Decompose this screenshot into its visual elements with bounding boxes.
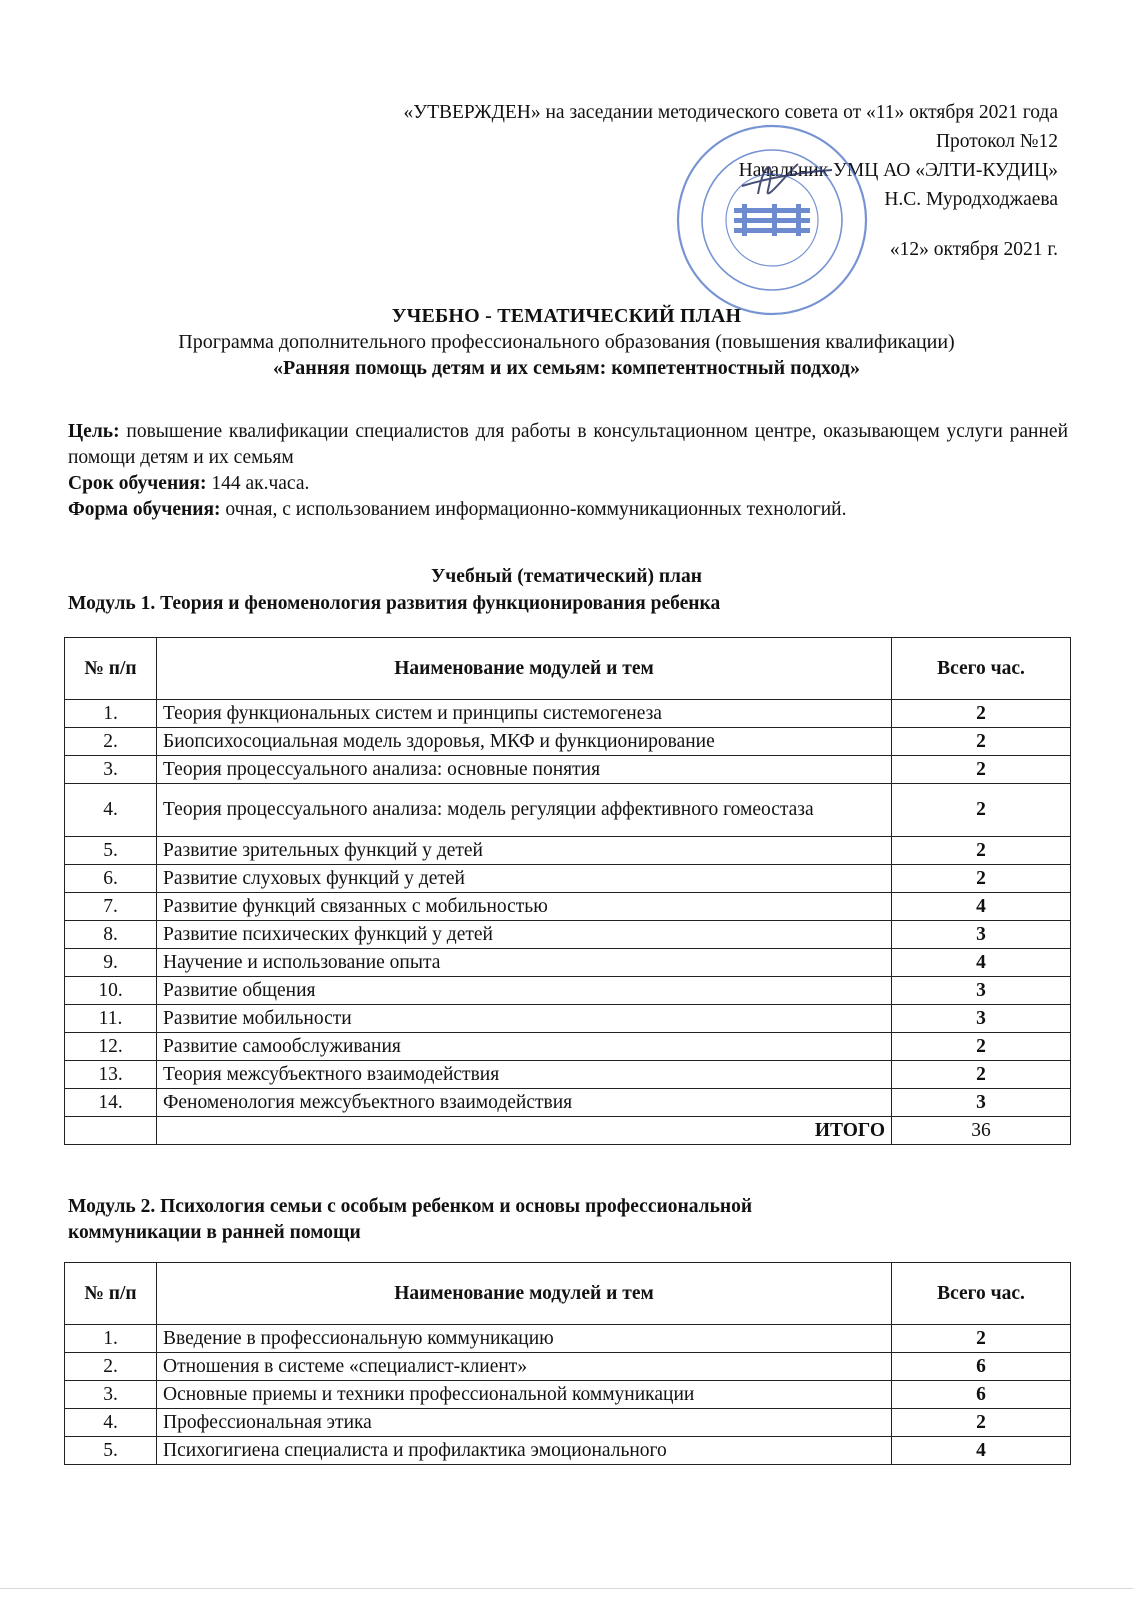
table-row [65, 728, 1071, 756]
total-value: 36 [892, 1117, 1071, 1145]
form-label: Форма обучения: [68, 499, 221, 520]
stamp-logo [734, 204, 810, 236]
total-row [65, 1117, 1071, 1145]
row-num: 5. [65, 1437, 157, 1465]
row-num: 10. [65, 977, 157, 1005]
module-2-heading-line: Модуль 2. Психология семьи с особым ребенком и основы профессиональной [68, 1196, 753, 1217]
table-row [65, 837, 1071, 865]
row-hours: 2 [892, 865, 1071, 893]
row-topic: Биопсихосоциальная модель здоровья, МКФ и функционирование [157, 728, 892, 756]
protocol-line: Протокол №12 [935, 131, 1058, 152]
row-topic: Феноменология межсубъектного взаимодействия [157, 1089, 892, 1117]
row-hours: 2 [892, 700, 1071, 728]
table-row [65, 1353, 1071, 1381]
row-hours: 6 [892, 1381, 1071, 1409]
row-hours: 3 [892, 1089, 1071, 1117]
table-row [65, 1381, 1071, 1409]
row-num: 2. [65, 1353, 157, 1381]
company-stamp [672, 120, 872, 320]
row-topic: Профессиональная этика [157, 1409, 892, 1437]
header-num: № п/п [65, 638, 157, 700]
row-topic: Развитие функций связанных с мобильностью [157, 893, 892, 921]
row-hours: 3 [892, 1005, 1071, 1033]
row-topic: Развитие слуховых функций у детей [157, 865, 892, 893]
row-num: 9. [65, 949, 157, 977]
form-paragraph [68, 497, 1068, 523]
row-topic: Основные приемы и техники профессиональной коммуникации [157, 1381, 892, 1409]
goal-text: повышение квалификации специалистов для работы в консультационном центре, оказывающем услуги ранней помощи детям и их семьям [68, 421, 1068, 468]
table-row [65, 1437, 1071, 1465]
row-hours: 2 [892, 756, 1071, 784]
module-1-heading: Модуль 1. Теория и феноменология развития функционирования ребенка [68, 593, 721, 614]
total-label: ИТОГО [157, 1117, 892, 1145]
row-hours: 2 [892, 784, 1071, 837]
table-row [65, 865, 1071, 893]
row-num: 7. [65, 893, 157, 921]
table-row [65, 1409, 1071, 1437]
table-row [65, 1325, 1071, 1353]
program-info [68, 419, 1068, 523]
table-row [65, 921, 1071, 949]
row-num: 3. [65, 1381, 157, 1409]
total-empty-cell [65, 1117, 157, 1145]
row-num: 13. [65, 1061, 157, 1089]
document-subtitle: Программа дополнительного профессионального образования (повышения квалификации) [178, 331, 955, 353]
row-topic: Развитие общения [157, 977, 892, 1005]
scan-edge-divider [0, 1588, 1133, 1589]
row-num: 2. [65, 728, 157, 756]
table-header-row [65, 1263, 1071, 1325]
row-num: 4. [65, 1409, 157, 1437]
goal-label: Цель: [68, 421, 120, 442]
row-hours: 2 [892, 728, 1071, 756]
header-hours: Всего час. [892, 1263, 1071, 1325]
row-topic: Психогигиена специалиста и профилактика эмоционального [157, 1437, 892, 1465]
row-hours: 6 [892, 1353, 1071, 1381]
table-row [65, 977, 1071, 1005]
row-topic: Теория функциональных систем и принципы системогенеза [157, 700, 892, 728]
header-name: Наименование модулей и тем [157, 638, 892, 700]
signatory-name: Н.С. Муродходжаева [884, 189, 1058, 210]
row-topic: Развитие самообслуживания [157, 1033, 892, 1061]
row-hours: 4 [892, 1437, 1071, 1465]
row-hours: 3 [892, 977, 1071, 1005]
row-hours: 2 [892, 1061, 1071, 1089]
header-num: № п/п [65, 1263, 157, 1325]
table-row [65, 756, 1071, 784]
row-topic: Развитие мобильности [157, 1005, 892, 1033]
row-num: 14. [65, 1089, 157, 1117]
table-row [65, 1089, 1071, 1117]
row-topic: Отношения в системе «специалист-клиент» [157, 1353, 892, 1381]
table-row [65, 700, 1071, 728]
plan-heading: Учебный (тематический) план [430, 566, 702, 587]
table-row [65, 1033, 1071, 1061]
row-num: 1. [65, 700, 157, 728]
term-label: Срок обучения: [68, 473, 207, 494]
header-name: Наименование модулей и тем [157, 1263, 892, 1325]
program-name: «Ранняя помощь детям и их семьям: компетентностный подход» [273, 357, 860, 379]
row-hours: 2 [892, 1325, 1071, 1353]
row-num: 1. [65, 1325, 157, 1353]
approval-block [238, 98, 1058, 264]
row-topic: Теория процессуального анализа: основные понятия [157, 756, 892, 784]
approval-line: «УТВЕРЖДЕН» на заседании методического совета от «11» октября 2021 года [403, 102, 1058, 123]
row-hours: 2 [892, 837, 1071, 865]
row-num: 6. [65, 865, 157, 893]
row-topic: Теория межсубъектного взаимодействия [157, 1061, 892, 1089]
row-hours: 4 [892, 893, 1071, 921]
row-hours: 2 [892, 1033, 1071, 1061]
row-num: 11. [65, 1005, 157, 1033]
module-2-heading [68, 1194, 1068, 1246]
table-row [65, 893, 1071, 921]
row-topic: Развитие зрительных функций у детей [157, 837, 892, 865]
document-title: УЧЕБНО - ТЕМАТИЧЕСКИЙ ПЛАН [391, 305, 742, 327]
row-hours: 4 [892, 949, 1071, 977]
row-num: 12. [65, 1033, 157, 1061]
goal-paragraph [68, 419, 1068, 471]
module-2-heading-line: коммуникации в ранней помощи [68, 1222, 361, 1243]
header-hours: Всего час. [892, 638, 1071, 700]
term-paragraph [68, 471, 1068, 497]
head-position-line: Начальник УМЦ АО «ЭЛТИ-КУДИЦ» [738, 160, 1058, 181]
row-topic: Введение в профессиональную коммуникацию [157, 1325, 892, 1353]
row-num: 8. [65, 921, 157, 949]
title-block [64, 303, 1069, 381]
approval-date: «12» октября 2021 г. [889, 239, 1058, 260]
table-row [65, 1061, 1071, 1089]
row-topic: Научение и использование опыта [157, 949, 892, 977]
table-row [65, 784, 1071, 837]
row-topic: Развитие психических функций у детей [157, 921, 892, 949]
row-topic: Теория процессуального анализа: модель регуляции аффективного гомеостаза [157, 784, 892, 837]
form-text: очная, с использованием информационно-коммуникационных технологий. [225, 499, 847, 520]
module-2-table [64, 1262, 1071, 1465]
row-hours: 3 [892, 921, 1071, 949]
row-hours: 2 [892, 1409, 1071, 1437]
row-num: 3. [65, 756, 157, 784]
module-1-table [64, 637, 1071, 1145]
table-row [65, 1005, 1071, 1033]
table-header-row [65, 638, 1071, 700]
row-num: 4. [65, 784, 157, 837]
term-text: 144 ак.часа. [211, 473, 310, 494]
row-num: 5. [65, 837, 157, 865]
table-row [65, 949, 1071, 977]
